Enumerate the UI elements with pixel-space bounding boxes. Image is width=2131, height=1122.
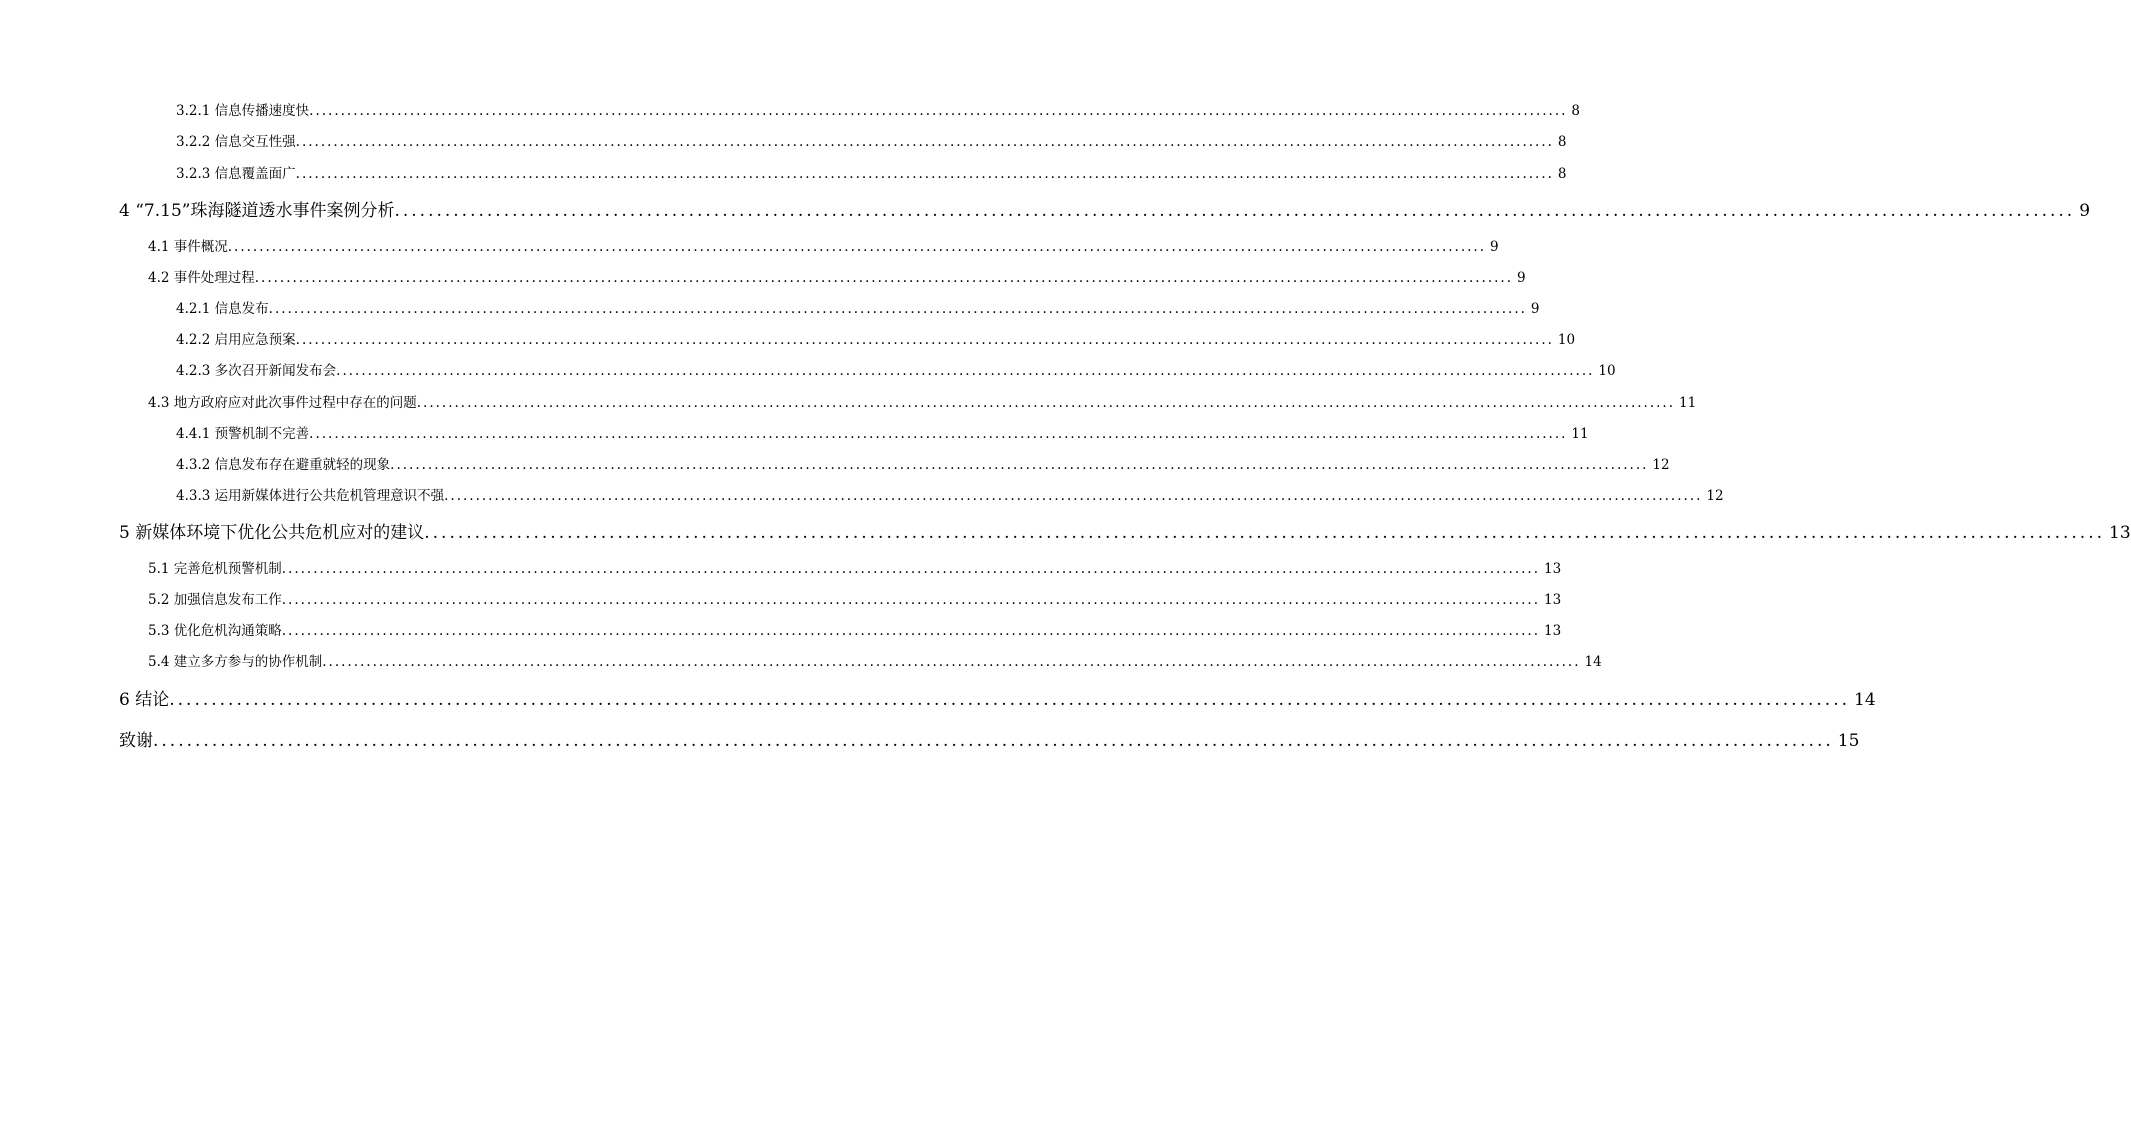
dot-leader: ........................................................................................................................................................................................................ (309, 103, 1568, 119)
toc-entry-5-3[interactable] (148, 621, 1562, 641)
toc-entry-4-4-1[interactable] (176, 424, 1589, 444)
toc-entry-3-2-3[interactable] (176, 164, 1567, 184)
toc-entry-page: 11 (1679, 395, 1697, 411)
toc-entry-5-2[interactable] (148, 590, 1562, 610)
toc-entry-page: 8 (1571, 103, 1581, 119)
toc-entry-title: 5.2 加强信息发布工作 (148, 592, 282, 608)
dot-leader: ........................................................................................................................................................................................................ (309, 426, 1568, 442)
dot-leader: ........................................................................................................................................................................................................ (281, 561, 1541, 577)
dot-leader: ........................................................................................................................................................................................................ (227, 239, 1487, 255)
toc-entry-4-2-3[interactable] (176, 361, 1616, 381)
toc-entry-page: 14 (1854, 690, 1876, 710)
dot-leader: ........................................................................................................................................................................................................ (394, 201, 2076, 221)
toc-entry-page: 13 (1544, 561, 1562, 577)
dot-leader: ........................................................................................................................................................................................................ (281, 592, 1541, 608)
toc-entry-4-2[interactable] (148, 268, 1526, 288)
toc-entry-4-2-1[interactable] (176, 299, 1540, 319)
toc-entry-title: 4.2 事件处理过程 (148, 270, 255, 286)
toc-entry-5-4[interactable] (148, 652, 1602, 672)
toc-entry-page: 9 (1517, 270, 1526, 286)
toc-entry-page: 13 (2109, 523, 2131, 543)
toc-entry-title: 5.3 优化危机沟通策略 (148, 623, 282, 639)
toc-entry-title: 4.1 事件概况 (148, 239, 228, 255)
toc-entry-title: 致谢 (119, 731, 153, 751)
toc-entry-title: 5.4 建立多方参与的协作机制 (148, 654, 323, 670)
toc-entry-page: 9 (1490, 239, 1499, 255)
toc-entry-page: 8 (1557, 166, 1567, 182)
toc-entry-5-1[interactable] (148, 559, 1562, 579)
toc-entry-4-3-2[interactable] (176, 455, 1670, 475)
dot-leader: ........................................................................................................................................................................................................ (390, 457, 1649, 473)
dot-leader: ........................................................................................................................................................................................................ (268, 301, 1527, 317)
toc-entry-5[interactable] (119, 521, 2131, 545)
dot-leader: ........................................................................................................................................................................................................ (153, 731, 1834, 751)
toc-entry-title: 4.3 地方政府应对此次事件过程中存在的问题 (148, 395, 417, 411)
dot-leader: ........................................................................................................................................................................................................ (295, 166, 1554, 182)
dot-leader: ........................................................................................................................................................................................................ (322, 654, 1581, 670)
toc-entry-title: 4.3.2 信息发布存在避重就轻的现象 (176, 457, 391, 473)
dot-leader: ........................................................................................................................................................................................................ (336, 363, 1595, 379)
toc-entry-4-2-2[interactable] (176, 330, 1576, 350)
dot-leader: ........................................................................................................................................................................................................ (416, 395, 1676, 411)
dot-leader: ........................................................................................................................................................................................................ (444, 488, 1703, 504)
toc-entry-acknowledgements[interactable] (119, 729, 1860, 753)
toc-entry-title: 3.2.1 信息传播速度快 (176, 103, 310, 119)
toc-entry-page: 10 (1598, 363, 1616, 379)
toc-entry-page: 11 (1571, 426, 1589, 442)
toc-entry-title: 4.3.3 运用新媒体进行公共危机管理意识不强 (176, 488, 445, 504)
toc-entry-page: 12 (1706, 488, 1724, 504)
toc-entry-title: 4.2.1 信息发布 (176, 301, 269, 317)
toc-entry-title: 4 “7.15”珠海隧道透水事件案例分析 (119, 201, 395, 221)
dot-leader: ........................................................................................................................................................................................................ (169, 690, 1850, 710)
toc-entry-title: 4.2.2 启用应急预案 (176, 332, 296, 348)
toc-entry-title: 4.4.1 预警机制不完善 (176, 426, 310, 442)
toc-entry-title: 6 结论 (119, 690, 170, 710)
toc-entry-page: 12 (1652, 457, 1670, 473)
toc-entry-page: 8 (1557, 134, 1567, 150)
dot-leader: ........................................................................................................................................................................................................ (295, 134, 1554, 150)
dot-leader: ........................................................................................................................................................................................................ (295, 332, 1554, 348)
toc-entry-3-2-1[interactable] (176, 101, 1581, 121)
dot-leader: ........................................................................................................................................................................................................ (281, 623, 1541, 639)
toc-entry-4[interactable] (119, 199, 2091, 223)
toc-entry-title: 5.1 完善危机预警机制 (148, 561, 282, 577)
toc-entry-title: 4.2.3 多次召开新闻发布会 (176, 363, 337, 379)
toc-entry-page: 14 (1584, 654, 1602, 670)
toc-entry-title: 3.2.2 信息交互性强 (176, 134, 296, 150)
toc-entry-page: 13 (1544, 623, 1562, 639)
toc-entry-page: 9 (1530, 301, 1540, 317)
toc-entry-3-2-2[interactable] (176, 132, 1567, 152)
toc-entry-4-3[interactable] (148, 393, 1697, 413)
toc-entry-title: 5 新媒体环境下优化公共危机应对的建议 (119, 523, 425, 543)
toc-entry-4-3-3[interactable] (176, 486, 1724, 506)
dot-leader: ........................................................................................................................................................................................................ (424, 523, 2105, 543)
toc-entry-page: 13 (1544, 592, 1562, 608)
toc-entry-4-1[interactable] (148, 237, 1499, 257)
toc-entry-page: 10 (1557, 332, 1576, 348)
dot-leader: ........................................................................................................................................................................................................ (254, 270, 1514, 286)
toc-entry-page: 9 (2079, 201, 2091, 221)
toc-entry-title: 3.2.3 信息覆盖面广 (176, 166, 296, 182)
toc-entry-page: 15 (1837, 731, 1860, 751)
toc-entry-6[interactable] (119, 688, 1876, 712)
